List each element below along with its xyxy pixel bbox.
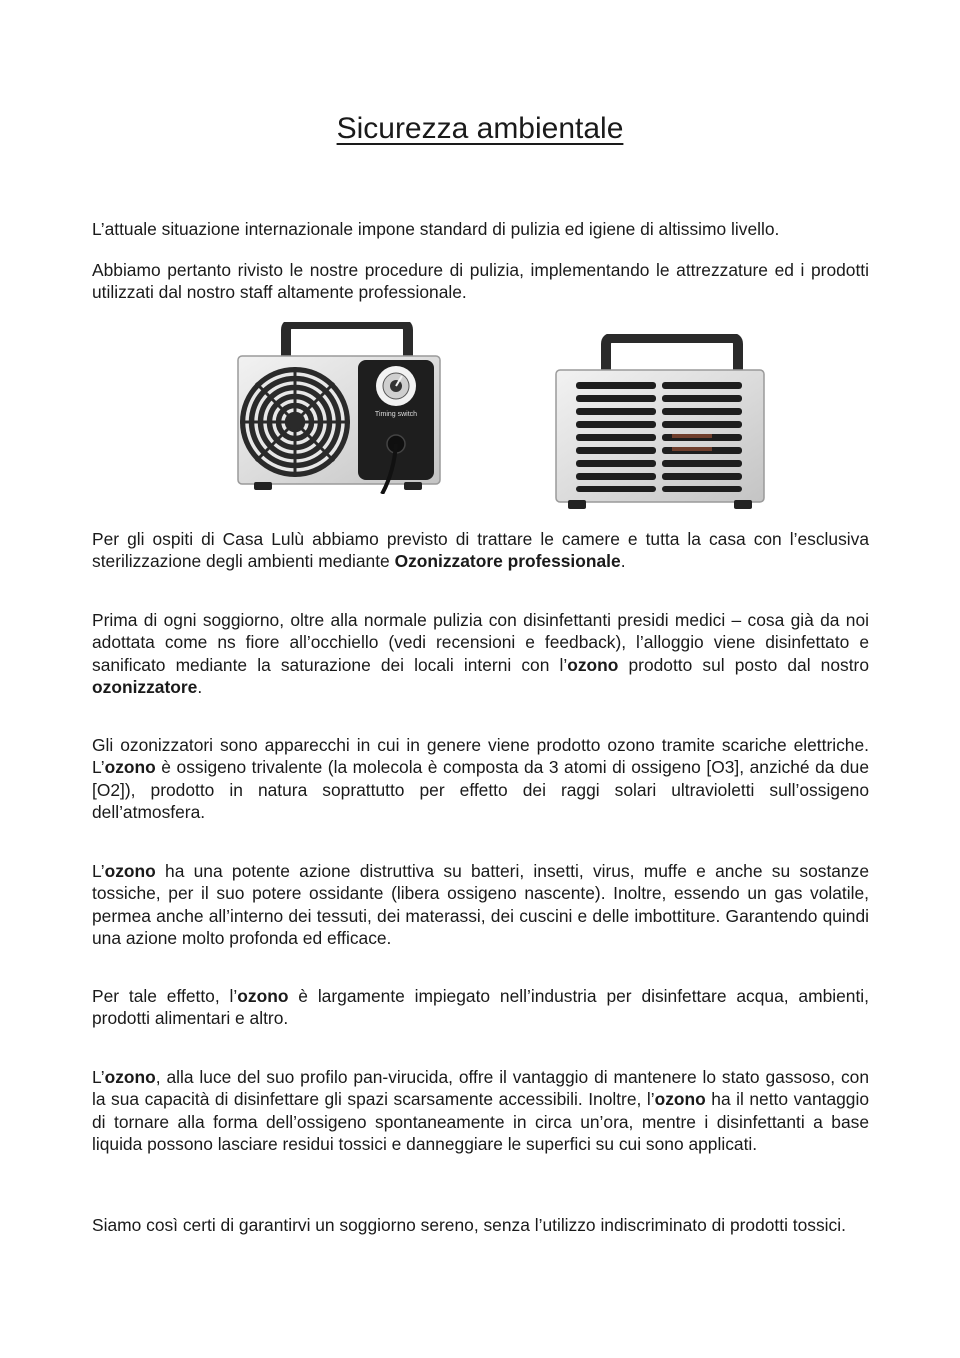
paragraph-pan-virucida: L’ozono, alla luce del suo profilo pan-virucida, offre il vantaggio di mantenere lo stato gassoso, con la sua capacità di disinfettare gli spazi scarsamente accessibili. Inoltre, l’ozono ha il netto vantaggio di tornare alla forma dell’ossigeno spontaneamente in circa un’ora, mentre i disinfettanti a base liquida possono lasciare residui tossici e danneggiare le superfici su cui sono applicati. [92, 1067, 869, 1155]
ozone-generator-front-image [236, 322, 442, 494]
timing-switch-label: Timing switch [374, 411, 418, 418]
paragraph-azione-ozono: L’ozono ha una potente azione distruttiva su batteri, insetti, virus, muffe e anche su sostanze tossiche, per il suo potere ossidante (libera ossigeno nascente). Inoltre, essendo un gas volatile, permea anche all’interno dei tessuti, dei materassi, dei cuscini e delle imbottiture. Garantendo quindi una azione molto profonda ed efficace. [92, 861, 869, 949]
paragraph-prima-soggiorno: Prima di ogni soggiorno, oltre alla normale pulizia con disinfettanti presidi medici – cosa già da noi adottata come ns fiore all’occhiello (vedi recensioni e feedback), l’alloggio viene disinfettato e sanificato mediante la saturazione dei locali interni con l’ozono prodotto sul posto dal nostro ozonizzatore. [92, 610, 869, 698]
paragraph-ozonizzatore: Per gli ospiti di Casa Lulù abbiamo previsto di trattare le camere e tutta la casa con l’esclusiva sterilizzazione degli ambienti mediante Ozonizzatore professionale. [92, 529, 869, 572]
paragraph-industria: Per tale effetto, l’ozono è largamente impiegato nell’industria per disinfettare acqua, ambienti, prodotti alimentari e altro. [92, 986, 869, 1029]
paragraph-ozonizzatori: Gli ozonizzatori sono apparecchi in cui in genere viene prodotto ozono tramite scariche elettriche. L’ozono è ossigeno trivalente (la molecola è composta da 3 atomi di ossigeno [O3], anziché da due [O2]), prodotto in natura soprattutto per effetto dei raggi solari ultravioletti sull’ossigeno dell’atmosfera. [92, 735, 869, 823]
page-title: Sicurezza ambientale [336, 112, 624, 145]
intro-paragraph-2: Abbiamo pertanto rivisto le nostre procedure di pulizia, implementando le attrezzature ed i prodotti utilizzati dal nostro staff altamente professionale. [92, 260, 869, 303]
ozone-generator-back-image [554, 334, 766, 512]
paragraph-conclusione: Siamo così certi di garantirvi un soggiorno sereno, senza l’utilizzo indiscriminato di prodotti tossici. [92, 1215, 846, 1235]
intro-paragraph-1: L’attuale situazione internazionale impone standard di pulizia ed igiene di altissimo livello. [92, 219, 780, 239]
